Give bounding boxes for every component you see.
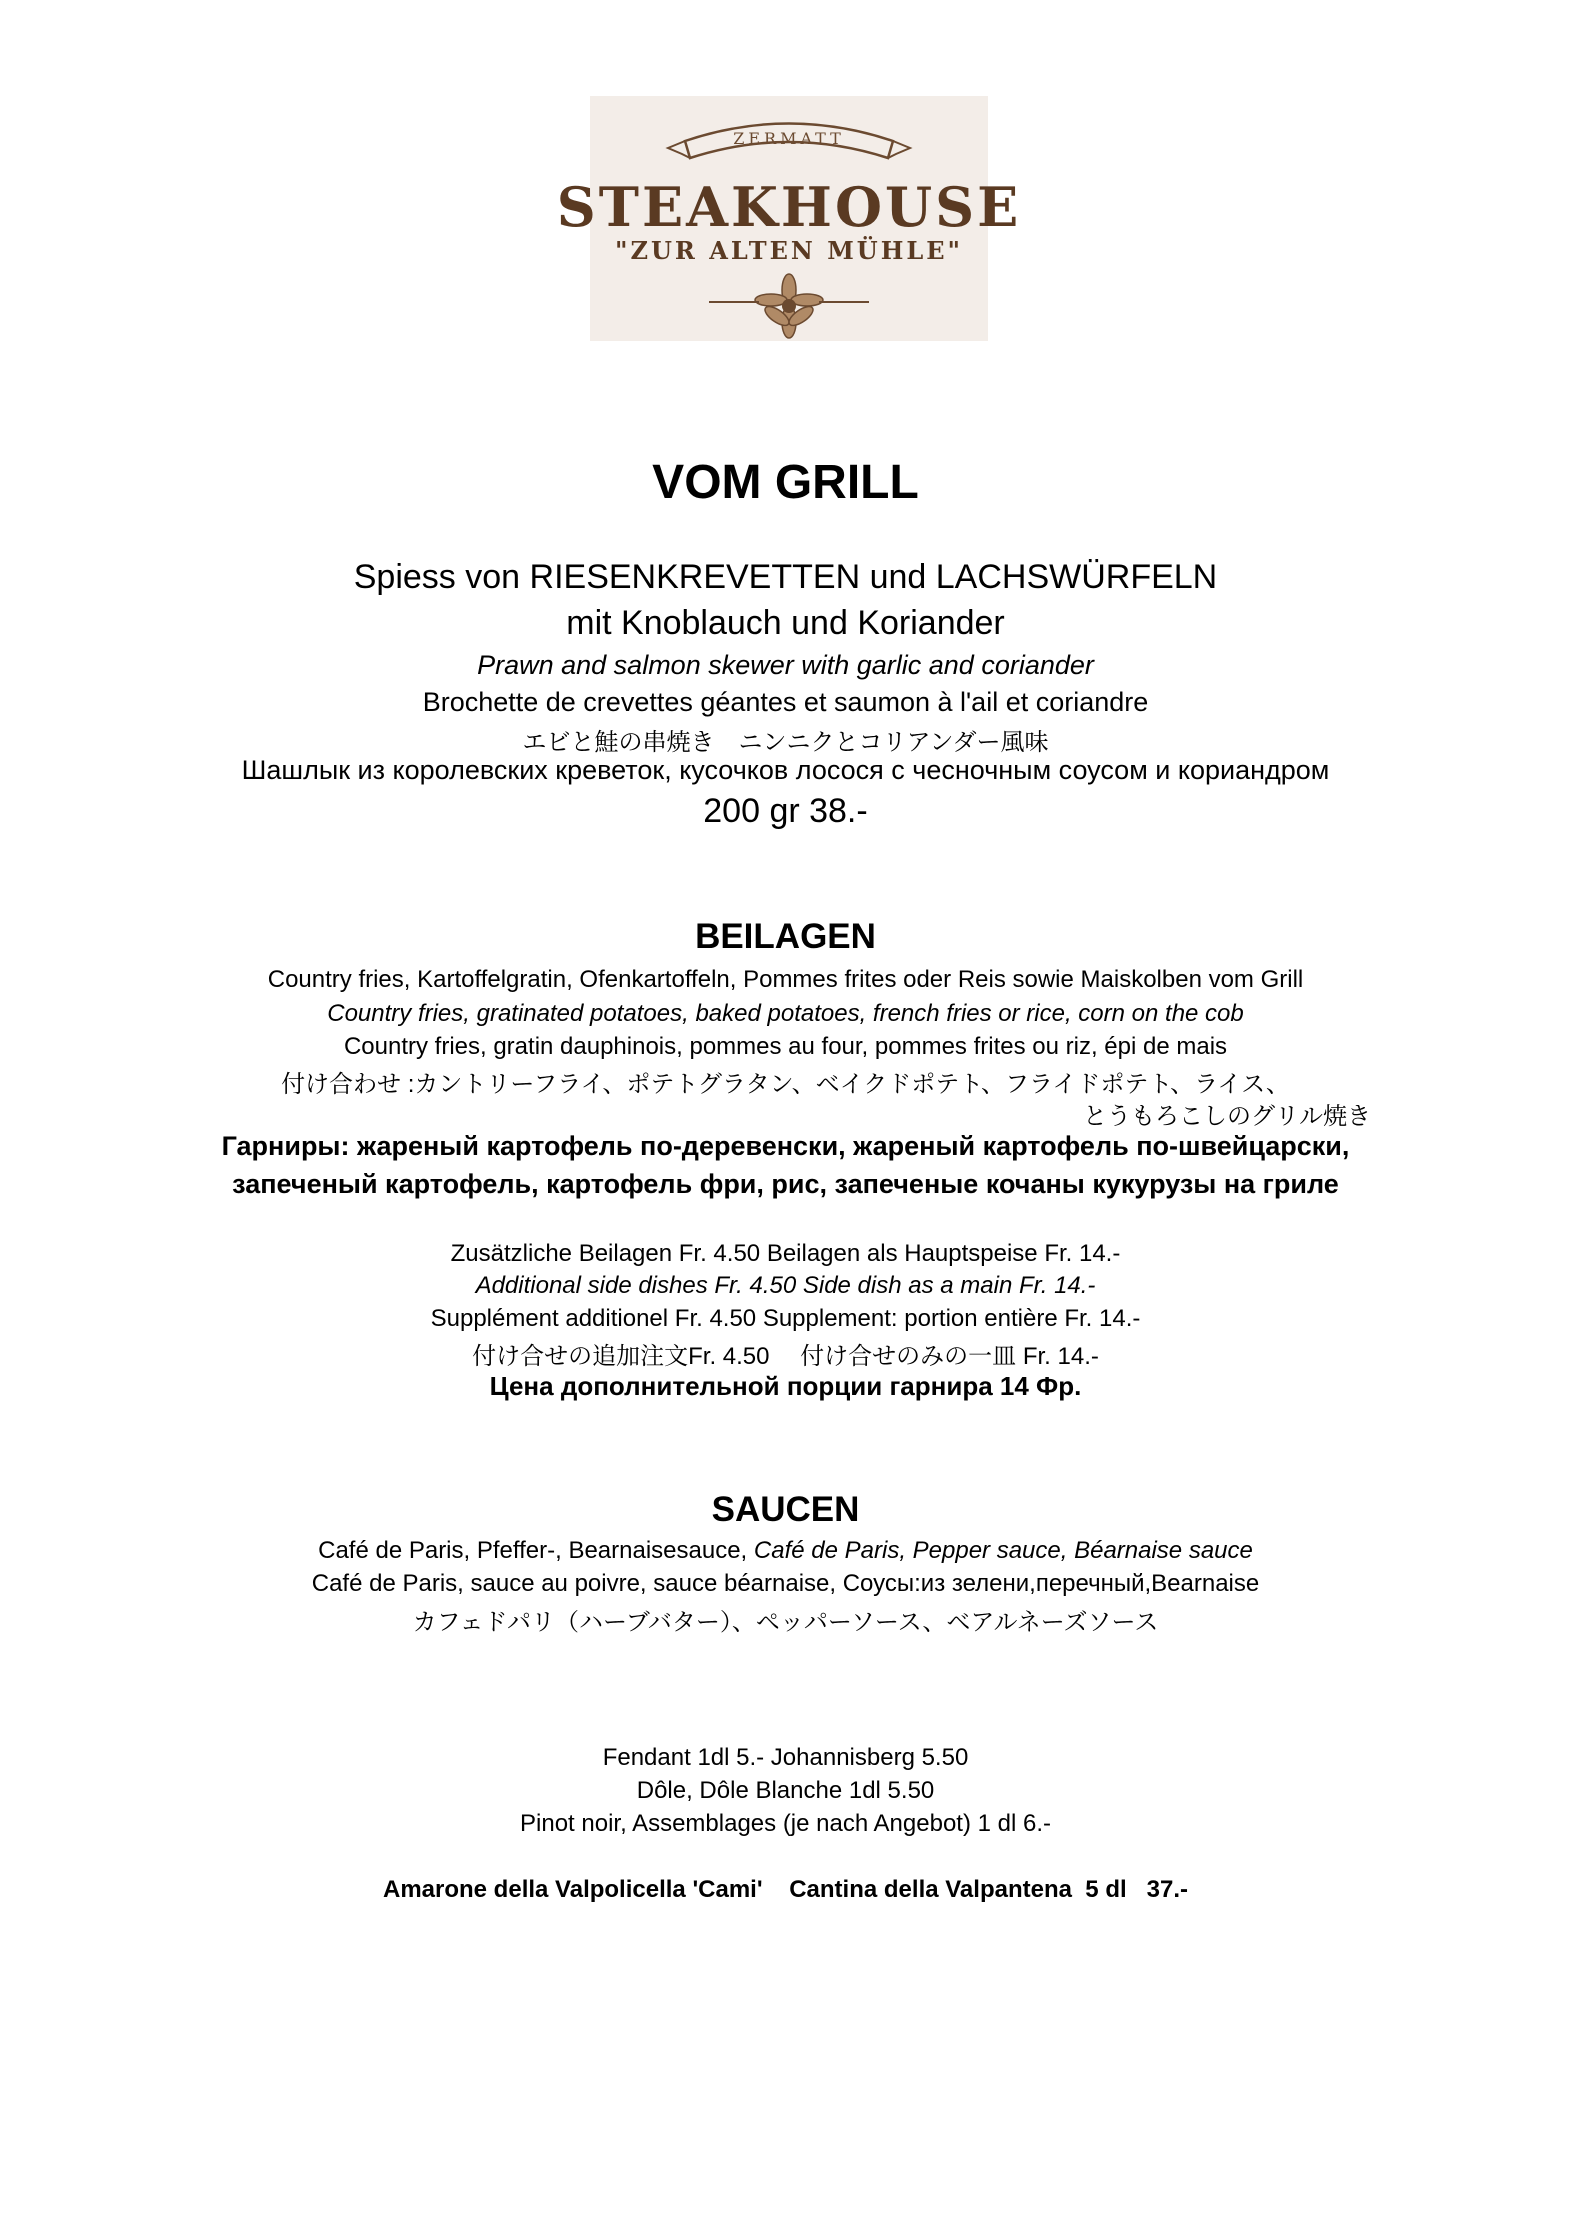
edelweiss-icon [709, 274, 869, 338]
wine-line-1: Fendant 1dl 5.- Johannisberg 5.50 [602, 1744, 969, 1771]
wine-line-2: Dôle, Dôle Blanche 1dl 5.50 [636, 1777, 935, 1804]
grill-dish-ja: エビと鮭の串焼き ニンニクとコリアンダー風味 [522, 729, 1049, 756]
beilagen-fr: Country fries, gratin dauphinois, pommes au four, pommes frites ou riz, épi de mais [343, 1033, 1228, 1060]
saucen-line-3: カフェドパリ（ハーブバター）、ペッパーソース、ベアルネーズソース [412, 1609, 1159, 1636]
grill-dish-ru: Шашлык из королевских креветок, кусочков лосося с чесночным соусом и кориандром [241, 755, 1330, 785]
saucen-line-2: Café de Paris, sauce au poivre, sauce béarnaise, Соусы:из зелени,перечный,Bearnaise [311, 1570, 1260, 1597]
logo-ribbon-text: ZERMATT [733, 129, 845, 148]
grill-dish-fr: Brochette de crevettes géantes et saumon à l'ail et coriandre [422, 687, 1149, 717]
wine-featured: Amarone della Valpolicella 'Cami' Cantina della Valpantena 5 dl 37.- [382, 1876, 1189, 1903]
beilagen-ja-2: とうもろこしのグリル焼き [1083, 1103, 1371, 1130]
grill-dish-en: Prawn and salmon skewer with garlic and coriander [477, 650, 1094, 680]
beilagen-de: Country fries, Kartoffelgratin, Ofenkartoffeln, Pommes frites oder Reis sowie Maiskolben vom Grill [267, 966, 1304, 993]
beilagen-ja-1: 付け合わせ :カントリーフライ、ポテトグラタン、ベイクドポテト、フライドポテト、ライス、 [281, 1071, 1290, 1098]
beilagen-en: Country fries, gratinated potatoes, baked potatoes, french fries or rice, corn on the cob [327, 1000, 1244, 1027]
logo-artwork [556, 96, 1022, 341]
beilagen-ru-2: запеченый картофель, картофель фри, рис, запеченые кочаны кукурузы на гриле [232, 1169, 1339, 1199]
grill-dish-de-1: Spiess von RIESENKREVETTEN und LACHSWÜRFELN [353, 558, 1218, 596]
grill-price: 200 gr 38.- [703, 792, 868, 830]
steakhouse-logo [556, 96, 1022, 341]
beilagen-extra-en: Additional side dishes Fr. 4.50 Side dish as a main Fr. 14.- [475, 1272, 1096, 1299]
beilagen-ru-1: Гарниры: жареный картофель по-деревенски, жареный картофель по-швейцарски, [221, 1131, 1350, 1161]
beilagen-title: BEILAGEN [695, 917, 876, 956]
grill-title: VOM GRILL [652, 456, 919, 509]
saucen-line-1-de: Café de Paris, Pfeffer-, Bearnaisesauce, [318, 1537, 754, 1564]
beilagen-extra-ja: 付け合せの追加注文Fr. 4.50 付け合せのみの一皿 Fr. 14.- [472, 1343, 1099, 1370]
beilagen-extra-fr: Supplément additionel Fr. 4.50 Supplement: portion entière Fr. 14.- [430, 1305, 1141, 1332]
grill-dish-de-2: mit Knoblauch und Koriander [566, 604, 1005, 642]
beilagen-extra-ru: Цена дополнительной порции гарнира 14 Фр. [489, 1371, 1082, 1401]
logo-sub-text: "ZUR ALTEN MÜHLE" [614, 236, 964, 265]
saucen-line-1 [0, 1537, 1571, 1565]
saucen-title: SAUCEN [711, 1490, 860, 1529]
beilagen-extra-de: Zusätzliche Beilagen Fr. 4.50 Beilagen als Hauptspeise Fr. 14.- [450, 1240, 1121, 1267]
wine-line-3: Pinot noir, Assemblages (je nach Angebot) 1 dl 6.- [520, 1810, 1051, 1837]
logo-main-text: STEAKHOUSE [556, 175, 1022, 239]
saucen-line-1-en: Café de Paris, Pepper sauce, Béarnaise sauce [753, 1537, 1253, 1564]
